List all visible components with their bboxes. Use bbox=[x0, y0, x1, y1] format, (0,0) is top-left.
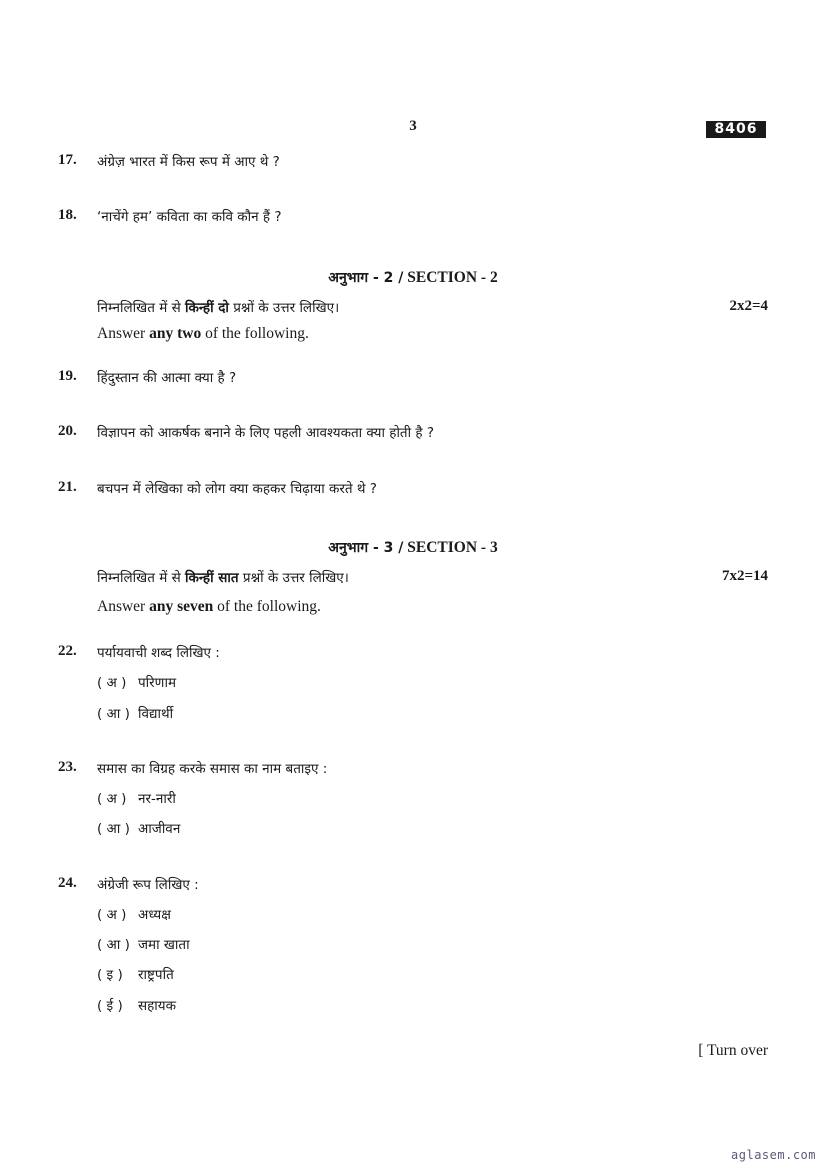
instruction-emphasis: किन्हीं दो bbox=[185, 300, 229, 316]
question-text: विज्ञापन को आकर्षक बनाने के लिए पहली आवश्यकता क्या होती है ? bbox=[97, 425, 435, 441]
instruction-text: of the following. bbox=[201, 325, 309, 342]
question-text: हिंदुस्तान की आत्मा क्या है ? bbox=[97, 370, 237, 386]
option-text: नर-नारी bbox=[138, 791, 176, 807]
instruction-emphasis: any seven bbox=[149, 598, 214, 615]
option-text: राष्ट्रपति bbox=[138, 967, 174, 983]
section-heading-hindi: अनुभाग - 2 / bbox=[328, 270, 404, 286]
section-instruction-english bbox=[97, 598, 321, 616]
option-text: जमा खाता bbox=[138, 937, 190, 953]
option-label: ( आ ) bbox=[97, 821, 130, 837]
question-number: 17. bbox=[58, 152, 77, 168]
option-text: परिणाम bbox=[138, 675, 177, 691]
section-heading bbox=[0, 538, 826, 557]
question-number: 20. bbox=[58, 423, 77, 439]
instruction-text: Answer bbox=[97, 598, 150, 615]
turn-over-note: [ Turn over bbox=[698, 1042, 768, 1059]
option-label: ( अ ) bbox=[97, 675, 127, 691]
page-number: 3 bbox=[409, 118, 417, 134]
instruction-text: प्रश्नों के उत्तर लिखिए। bbox=[238, 570, 349, 586]
option-label: ( इ ) bbox=[97, 967, 123, 983]
question-number: 23. bbox=[58, 759, 77, 775]
option-text: आजीवन bbox=[138, 821, 181, 837]
section-heading-english: SECTION - 3 bbox=[403, 539, 498, 556]
question-text: अंग्रेज़ भारत में किस रूप में आए थे ? bbox=[97, 154, 280, 170]
section-instruction-hindi bbox=[97, 568, 349, 586]
question-number: 22. bbox=[58, 643, 77, 659]
instruction-text: of the following. bbox=[213, 598, 321, 615]
section-instruction-english bbox=[97, 325, 309, 343]
question-number: 19. bbox=[58, 368, 77, 384]
section-heading-english: SECTION - 2 bbox=[403, 269, 498, 286]
question-text: समास का विग्रह करके समास का नाम बताइए : bbox=[97, 761, 328, 777]
instruction-text: Answer bbox=[97, 325, 150, 342]
option-text: सहायक bbox=[138, 998, 176, 1014]
question-text: अंग्रेजी रूप लिखिए : bbox=[97, 877, 199, 893]
option-text: अध्यक्ष bbox=[138, 907, 171, 923]
paper-code-badge: 8406 bbox=[706, 121, 766, 138]
option-text: विद्यार्थी bbox=[138, 706, 174, 722]
watermark: aglasem.com bbox=[731, 1148, 816, 1162]
question-number: 18. bbox=[58, 207, 77, 223]
section-marks: 2x2=4 bbox=[729, 298, 768, 314]
instruction-emphasis: any two bbox=[149, 325, 202, 342]
question-text: बचपन में लेखिका को लोग क्या कहकर चिढ़ाया करते थे ? bbox=[97, 481, 377, 497]
option-label: ( आ ) bbox=[97, 706, 130, 722]
question-text: पर्यायवाची शब्द लिखिए : bbox=[97, 645, 220, 661]
section-marks: 7x2=14 bbox=[721, 568, 768, 584]
option-label: ( अ ) bbox=[97, 907, 127, 923]
section-heading bbox=[0, 268, 826, 287]
section-heading-hindi: अनुभाग - 3 / bbox=[328, 540, 404, 556]
question-text: ‘नाचेंगे हम’ कविता का कवि कौन हैं ? bbox=[97, 209, 282, 225]
option-label: ( आ ) bbox=[97, 937, 130, 953]
section-instruction-hindi bbox=[97, 298, 339, 316]
question-number: 24. bbox=[58, 875, 77, 891]
option-label: ( अ ) bbox=[97, 791, 127, 807]
instruction-text: निम्नलिखित में से bbox=[97, 300, 185, 316]
instruction-text: प्रश्नों के उत्तर लिखिए। bbox=[228, 300, 340, 316]
instruction-emphasis: किन्हीं सात bbox=[185, 570, 239, 586]
question-number: 21. bbox=[58, 479, 77, 495]
instruction-text: निम्नलिखित में से bbox=[97, 570, 185, 586]
option-label: ( ई ) bbox=[97, 998, 123, 1014]
